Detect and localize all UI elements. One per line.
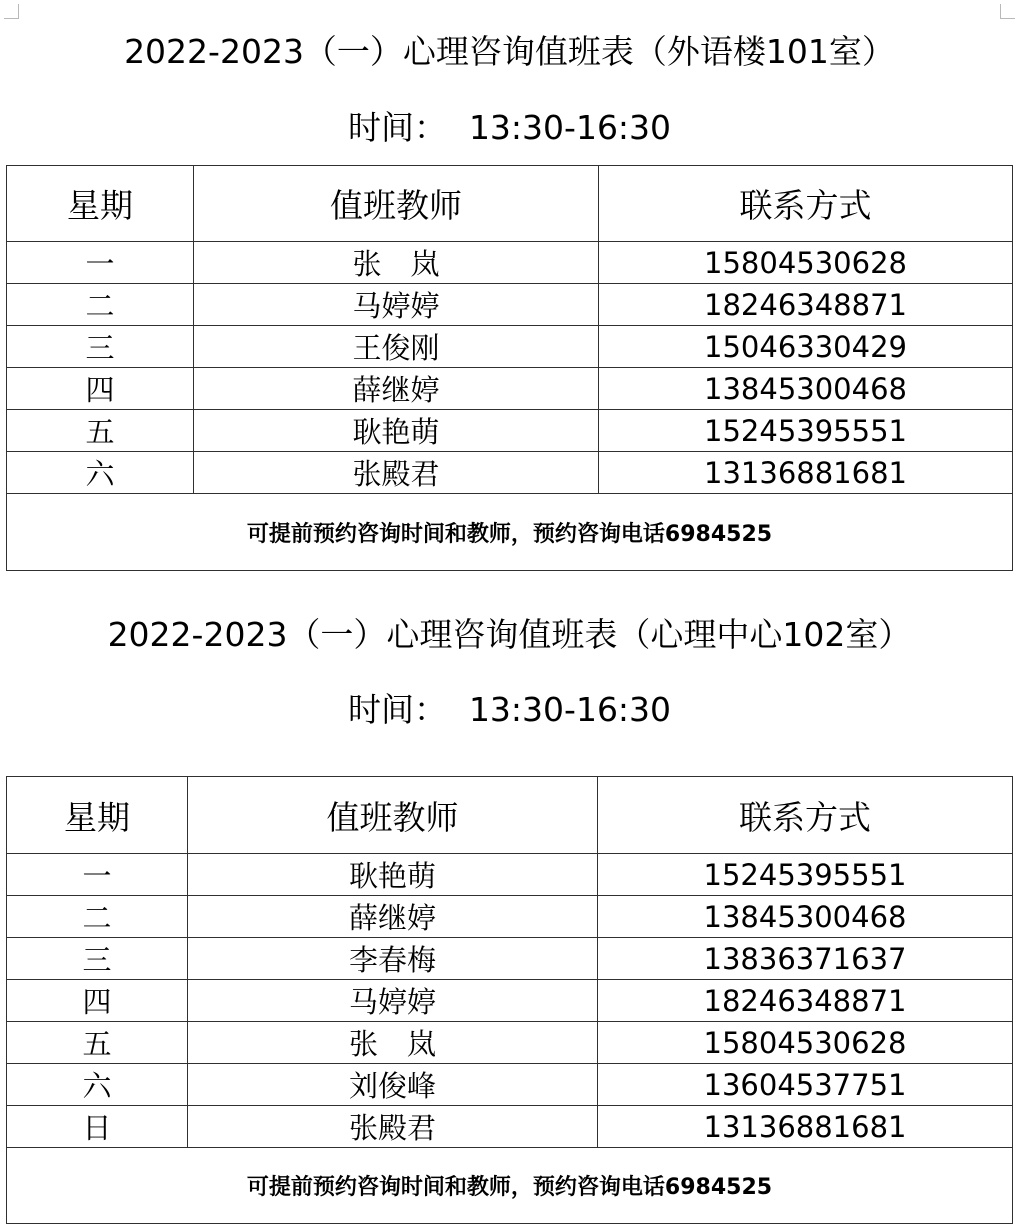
schedule-1-header-row xyxy=(7,166,1013,242)
header-day: 星期 xyxy=(7,166,194,242)
phone-cell: 13136881681 xyxy=(598,1106,1013,1148)
page-corner-mark-right xyxy=(1000,4,1015,19)
table-row xyxy=(7,1106,1013,1148)
teacher-cell: 李春梅 xyxy=(188,938,598,980)
schedule-2-title: 2022-2023（一）心理咨询值班表（心理中心102室） xyxy=(107,615,912,654)
table-row xyxy=(7,284,1013,326)
header-day: 星期 xyxy=(7,777,188,854)
teacher-cell: 薛继婷 xyxy=(194,368,599,410)
schedule-1-time xyxy=(0,108,1019,148)
teacher-cell: 薛继婷 xyxy=(188,896,598,938)
booking-note: 可提前预约咨询时间和教师，预约咨询电话6984525 xyxy=(7,1148,1013,1224)
teacher-cell: 马婷婷 xyxy=(194,284,599,326)
phone-cell: 15804530628 xyxy=(598,1022,1013,1064)
schedule-2-table xyxy=(6,776,1013,1224)
phone-cell: 13136881681 xyxy=(599,452,1013,494)
table-row xyxy=(7,242,1013,284)
table-row xyxy=(7,980,1013,1022)
phone-cell: 15245395551 xyxy=(599,410,1013,452)
teacher-cell: 刘俊峰 xyxy=(188,1064,598,1106)
day-cell: 一 xyxy=(7,854,188,896)
day-cell: 六 xyxy=(7,452,194,494)
table-row xyxy=(7,1064,1013,1106)
day-cell: 二 xyxy=(7,284,194,326)
teacher-cell: 王俊刚 xyxy=(194,326,599,368)
day-cell: 三 xyxy=(7,938,188,980)
table-row xyxy=(7,1022,1013,1064)
table-row xyxy=(7,326,1013,368)
teacher-cell: 张殿君 xyxy=(188,1106,598,1148)
phone-cell: 15046330429 xyxy=(599,326,1013,368)
table-row xyxy=(7,854,1013,896)
teacher-cell: 张殿君 xyxy=(194,452,599,494)
day-cell: 二 xyxy=(7,896,188,938)
schedule-2-time-value: 13:30-16:30 xyxy=(468,690,672,729)
schedule-1-time-label: 时间： xyxy=(347,108,447,147)
header-teacher: 值班教师 xyxy=(188,777,598,854)
phone-cell: 18246348871 xyxy=(599,284,1013,326)
day-cell: 日 xyxy=(7,1106,188,1148)
table-row xyxy=(7,410,1013,452)
schedule-1-note-row xyxy=(7,494,1013,571)
teacher-cell: 耿艳萌 xyxy=(194,410,599,452)
day-cell: 三 xyxy=(7,326,194,368)
header-teacher: 值班教师 xyxy=(194,166,599,242)
phone-cell: 13836371637 xyxy=(598,938,1013,980)
day-cell: 一 xyxy=(7,242,194,284)
phone-cell: 13845300468 xyxy=(599,368,1013,410)
teacher-cell: 耿艳萌 xyxy=(188,854,598,896)
day-cell: 四 xyxy=(7,980,188,1022)
schedule-2-header-row xyxy=(7,777,1013,854)
schedule-1-time-value: 13:30-16:30 xyxy=(468,108,672,147)
phone-cell: 13604537751 xyxy=(598,1064,1013,1106)
phone-cell: 15804530628 xyxy=(599,242,1013,284)
phone-cell: 13845300468 xyxy=(598,896,1013,938)
day-cell: 六 xyxy=(7,1064,188,1106)
day-cell: 五 xyxy=(7,1022,188,1064)
schedule-2-note-row xyxy=(7,1148,1013,1224)
page-corner-mark-left xyxy=(4,4,19,19)
schedule-2-time-label: 时间： xyxy=(347,690,447,729)
table-row xyxy=(7,938,1013,980)
schedule-2-time xyxy=(0,690,1019,730)
header-contact: 联系方式 xyxy=(599,166,1013,242)
table-row xyxy=(7,368,1013,410)
phone-cell: 18246348871 xyxy=(598,980,1013,1022)
phone-cell: 15245395551 xyxy=(598,854,1013,896)
table-row xyxy=(7,452,1013,494)
header-contact: 联系方式 xyxy=(598,777,1013,854)
schedule-1-title: 2022-2023（一）心理咨询值班表（外语楼101室） xyxy=(124,32,895,71)
schedule-1-table xyxy=(6,165,1013,571)
teacher-cell: 张 岚 xyxy=(188,1022,598,1064)
day-cell: 四 xyxy=(7,368,194,410)
table-row xyxy=(7,896,1013,938)
teacher-cell: 马婷婷 xyxy=(188,980,598,1022)
day-cell: 五 xyxy=(7,410,194,452)
teacher-cell: 张 岚 xyxy=(194,242,599,284)
booking-note: 可提前预约咨询时间和教师，预约咨询电话6984525 xyxy=(7,494,1013,571)
